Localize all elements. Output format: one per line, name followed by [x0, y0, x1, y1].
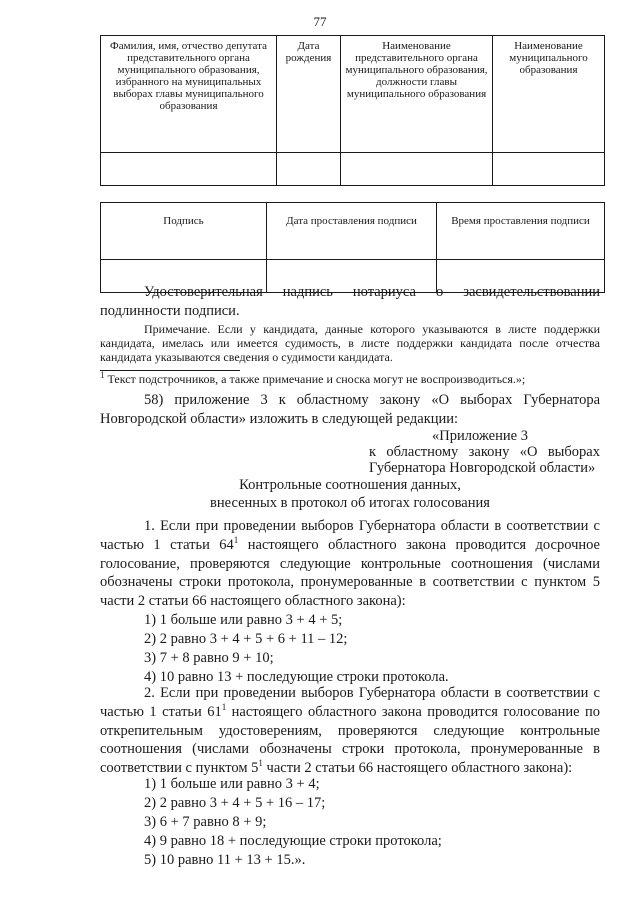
footnote: [100, 372, 600, 386]
blank-cell: [101, 153, 277, 186]
appendix-line-2: к областному закону «О выборах: [369, 444, 600, 460]
header-deputy-name: Фамилия, имя, отчество депутата представительного органа муниципального образования, избранного на муниципальных выборах главы муниципального образования: [101, 36, 277, 153]
paragraph-2-sup-2: 1: [258, 758, 263, 769]
header-body-name: Наименование представительного органа муниципального образования, должности главы муниципального образования: [341, 36, 493, 153]
header-signature-date: Дата проставления подписи: [267, 203, 437, 260]
paragraph-1-sup: 1: [233, 534, 239, 545]
header-signature: Подпись: [101, 203, 267, 260]
header-birth-date: Дата рождения: [277, 36, 341, 153]
paragraph-1-text-b: настоящего областного закона проводится досрочное голосование, проверяются следующие контрольные соотношения (числами обозначены строки протокола, пронумерованные в соответствии с пунктом 5 части 2 статьи 66 настоящего областного закона):: [100, 536, 600, 610]
list2-item: 4) 9 равно 18 + последующие строки протокола;: [144, 833, 442, 849]
appendix-line-3: Губернатора Новгородской области»: [369, 460, 596, 476]
blank-cell: [341, 153, 493, 186]
paragraph-2: [100, 684, 600, 778]
page-number: 77: [313, 14, 327, 29]
list1-item: 2) 2 равно 3 + 4 + 5 + 6 + 11 – 12;: [144, 631, 348, 647]
blank-cell: [493, 153, 605, 186]
heading-line-2: внесенных в протокол об итогах голосования: [210, 495, 490, 511]
appendix-line-1: «Приложение 3: [432, 428, 528, 444]
footnote-text: Текст подстрочников, а также примечание и сноска могут не воспроизводиться.»;: [104, 372, 526, 386]
footnote-rule: [100, 370, 240, 371]
header-signature-time: Время проставления подписи: [437, 203, 605, 260]
list2-item: 2) 2 равно 3 + 4 + 5 + 16 – 17;: [144, 795, 326, 811]
note-paragraph: Примечание. Если у кандидата, данные которого указываются в листе поддержки кандидата, имелась или имеется судимость, в листе поддержки кандидата после отчества кандидата указываются сведения о судимости кандидата.: [100, 322, 600, 364]
paragraph-2-text-a: 2. Если при проведении выборов Губернатора области в соответствии с частью 1 статьи 61: [100, 685, 600, 720]
paragraph-2-text-b: настоящего областного закона проводится голосование по открепительным удостоверениям, проверяются следующие контрольные соотношения (числами обозначены строки протокола, пронумерованные в соответствии с пунктом 5: [100, 703, 600, 777]
item-58-paragraph: 58) приложение 3 к областному закону «О выборах Губернатора Новгородской области» изложить в следующей редакции:: [100, 392, 600, 427]
paragraph-2-sup-1: 1: [221, 701, 227, 712]
footnote-mark: 1: [100, 370, 105, 380]
header-municipality-name: Наименование муниципального образования: [493, 36, 605, 153]
signature-table: [100, 202, 605, 293]
notary-paragraph: Удостоверительная надпись нотариуса о засвидетельствовании подлинности подписи.: [100, 284, 600, 319]
blank-cell: [277, 153, 341, 186]
list2-item: 1) 1 больше или равно 3 + 4;: [144, 776, 320, 792]
list1-item: 3) 7 + 8 равно 9 + 10;: [144, 650, 274, 666]
list2-item: 5) 10 равно 11 + 13 + 15.».: [144, 852, 306, 868]
list2-item: 3) 6 + 7 равно 8 + 9;: [144, 814, 267, 830]
list1-item: 1) 1 больше или равно 3 + 4 + 5;: [144, 612, 343, 628]
paragraph-1: [100, 517, 600, 611]
paragraph-2-text-c: части 2 статьи 66 настоящего областного закона):: [262, 760, 573, 777]
heading-line-1: Контрольные соотношения данных,: [239, 477, 461, 493]
candidate-info-table: [100, 35, 605, 186]
list1-item: 4) 10 равно 13 + последующие строки протокола.: [144, 669, 449, 685]
paragraph-1-text-a: 1. Если при проведении выборов Губернатора области в соответствии с частью 1 статьи 64: [100, 518, 600, 553]
